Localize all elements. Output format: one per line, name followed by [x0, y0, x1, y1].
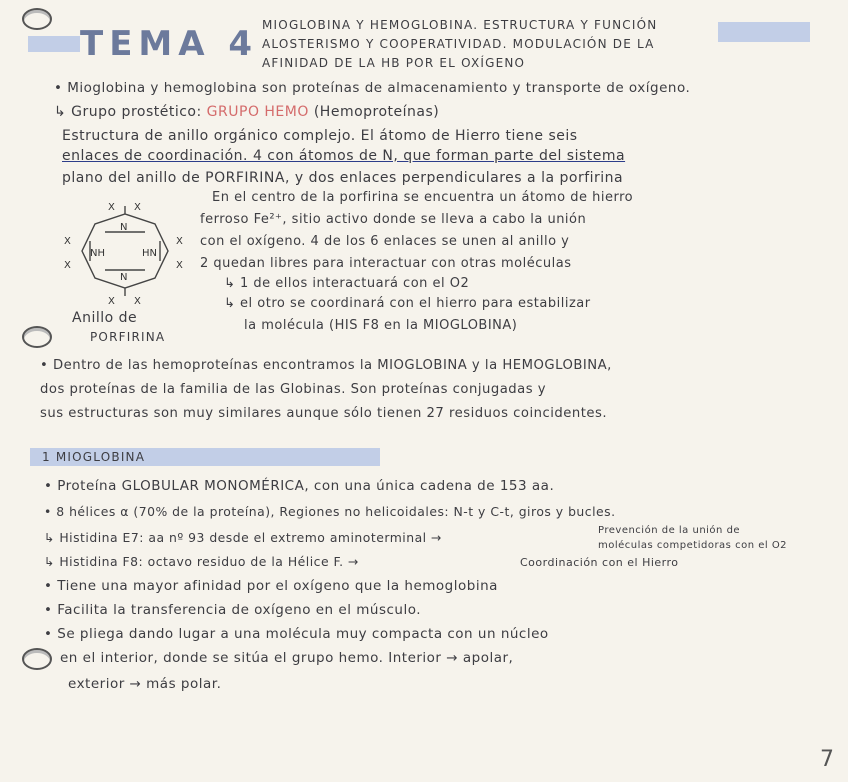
substituent-label: X	[176, 260, 183, 271]
substituent-label: X	[108, 296, 115, 307]
side-note: moléculas competidoras con el O2	[598, 540, 788, 551]
myoglobin-line: • 8 hélices α (70% de la proteína), Regiones no helicoidales: N-t y C-t, giros y bucles.	[44, 504, 616, 519]
myoglobin-line: exterior → más polar.	[68, 676, 222, 692]
side-note: Coordinación con el Hierro	[520, 556, 679, 569]
iron-line: la molécula (HIS F8 en la MIOGLOBINA)	[244, 318, 518, 333]
binder-hole	[22, 8, 52, 30]
substituent-label: X	[64, 236, 71, 247]
binder-hole	[22, 326, 52, 348]
hemoprotein-line: sus estructuras son muy similares aunque sólo tienen 27 residuos coincidentes.	[40, 406, 608, 421]
intro-line: Estructura de anillo orgánico complejo. El átomo de Hierro tiene seis	[62, 128, 578, 144]
hemoprotein-line: dos proteínas de la familia de las Globinas. Son proteínas conjugadas y	[40, 382, 547, 397]
myoglobin-line: ↳ Histidina F8: octavo residuo de la Hélice F. →	[44, 554, 359, 569]
iron-line: 2 quedan libres para interactuar con otras moléculas	[200, 256, 572, 271]
figure-caption: PORFIRINA	[90, 330, 166, 344]
hemoprotein-line: • Dentro de las hemoproteínas encontramos la MIOGLOBINA y la HEMOGLOBINA,	[40, 358, 612, 373]
nh-label: NH	[90, 248, 105, 259]
subtitle-line: MIOGLOBINA Y HEMOGLOBINA. ESTRUCTURA Y FUNCIÓN	[262, 18, 658, 32]
n-label: N	[120, 272, 128, 283]
subtitle-line: ALOSTERISMO Y COOPERATIVIDAD. MODULACIÓN DE LA	[262, 37, 655, 51]
myoglobin-line: • Tiene una mayor afinidad por el oxígeno que la hemoglobina	[44, 578, 498, 594]
myoglobin-line: • Facilita la transferencia de oxígeno en el músculo.	[44, 602, 422, 618]
myoglobin-line: • Se pliega dando lugar a una molécula muy compacta con un núcleo	[44, 626, 549, 642]
iron-line: ↳ 1 de ellos interactuará con el O2	[224, 276, 470, 291]
iron-line: con el oxígeno. 4 de los 6 enlaces se unen al anillo y	[200, 234, 570, 249]
title-highlight-left	[28, 36, 80, 52]
side-note: Prevención de la unión de	[598, 525, 741, 536]
section-heading: 1 MIOGLOBINA	[42, 450, 146, 464]
intro-line: enlaces de coordinación. 4 con átomos de N, que forman parte del sistema	[62, 148, 626, 164]
substituent-label: X	[176, 236, 183, 247]
intro-line: plano del anillo de PORFIRINA, y dos enlaces perpendiculares a la porfirina	[62, 170, 624, 186]
substituent-label: X	[108, 202, 115, 213]
intro-line-2: ↳ Grupo prostético: GRUPO HEMO (Hemoproteínas)	[54, 104, 440, 120]
binder-hole	[22, 648, 52, 670]
figure-caption: Anillo de	[72, 310, 138, 326]
substituent-label: X	[134, 296, 141, 307]
page-title: TEMA 4	[80, 24, 259, 64]
subtitle-line: AFINIDAD DE LA HB POR EL OXÍGENO	[262, 56, 526, 70]
myoglobin-line: ↳ Histidina E7: aa nº 93 desde el extremo aminoterminal →	[44, 530, 442, 545]
substituent-label: X	[64, 260, 71, 271]
page-number: 7	[820, 747, 834, 772]
myoglobin-line: • Proteína GLOBULAR MONOMÉRICA, con una única cadena de 153 aa.	[44, 478, 555, 494]
iron-line: ferroso Fe²⁺, sitio activo donde se lleva a cabo la unión	[200, 212, 587, 227]
hn-label: HN	[142, 248, 157, 259]
grupo-hemo-label: GRUPO HEMO	[206, 104, 309, 120]
porphyrin-ring-diagram	[60, 196, 190, 308]
iron-line: En el centro de la porfirina se encuentra un átomo de hierro	[212, 190, 634, 205]
iron-line: ↳ el otro se coordinará con el hierro para estabilizar	[224, 296, 591, 311]
substituent-label: X	[134, 202, 141, 213]
myoglobin-line: en el interior, donde se sitúa el grupo hemo. Interior → apolar,	[60, 650, 514, 666]
title-highlight-right	[718, 22, 810, 42]
intro-line: • Mioglobina y hemoglobina son proteínas de almacenamiento y transporte de oxígeno.	[54, 80, 691, 96]
n-label: N	[120, 222, 128, 233]
